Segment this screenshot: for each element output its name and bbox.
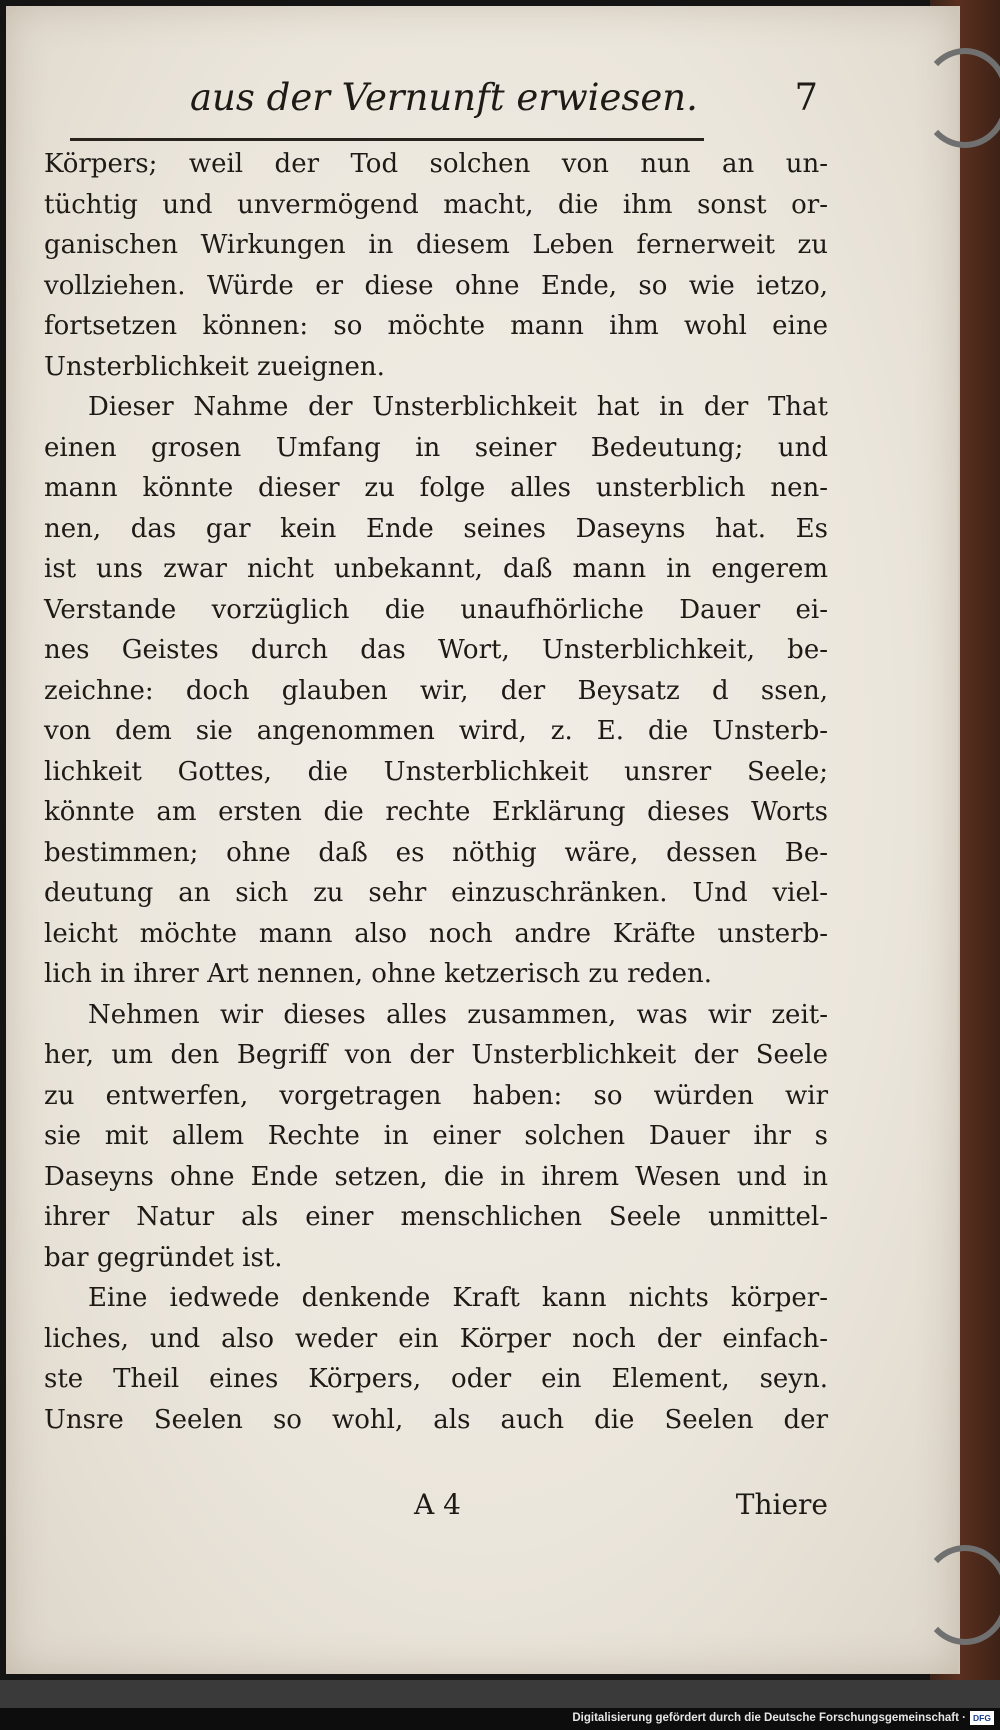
- text-line: Dieser Nahme der Unsterblichkeit hat in der That: [88, 392, 828, 422]
- text-line: fortsetzen können: so möchte mann ihm wohl eine: [44, 311, 828, 341]
- page-footer: [44, 1488, 828, 1528]
- text-line: bestimmen; ohne daß es nöthig wäre, dessen Be-: [44, 837, 828, 868]
- text-line: ihrer Natur als einer menschlichen Seele unmittel-: [44, 1202, 828, 1232]
- text-line: Daseyns ohne Ende setzen, die in ihrem Wesen und in: [44, 1161, 828, 1192]
- text-line: lich in ihrer Art nennen, ohne ketzerisch zu reden.: [44, 959, 712, 989]
- text-line: von dem sie angenommen wird, z. E. die Unsterb-: [44, 716, 828, 746]
- text-line: mann könnte dieser zu folge alles unsterblich nen-: [44, 473, 828, 503]
- scan-bottom-border: [0, 1680, 1000, 1708]
- text-line: Verstande vorzüglich die unaufhörliche Dauer ei-: [44, 594, 828, 625]
- text-line: ganischen Wirkungen in diesem Leben fernerweit zu: [44, 230, 828, 260]
- funding-credit: Digitalisierung gefördert durch die Deutsche Forschungsgemeinschaft ·: [572, 1712, 966, 1724]
- text-line: Körpers; weil der Tod solchen von nun an un-: [44, 149, 828, 179]
- text-line: nes Geistes durch das Wort, Unsterblichkeit, be-: [44, 635, 828, 665]
- text-line: deutung an sich zu sehr einzuschränken. Und viel-: [44, 878, 828, 908]
- running-head: aus der Vernunft erwiesen.: [190, 76, 698, 119]
- page-header: [62, 76, 818, 132]
- text-line: Unsre Seelen so wohl, als auch die Seelen der: [44, 1404, 828, 1435]
- text-line: tüchtig und unvermögend macht, die ihm sonst or-: [44, 189, 828, 220]
- text-line: einen grosen Umfang in seiner Bedeutung; und: [44, 432, 828, 463]
- text-line: lichkeit Gottes, die Unsterblichkeit unsrer Seele;: [44, 756, 828, 787]
- text-line: Unsterblichkeit zueignen.: [44, 351, 385, 382]
- page-number: 7: [794, 76, 818, 119]
- text-line: nen, das gar kein Ende seines Daseyns hat. Es: [44, 513, 828, 544]
- catchword: Thiere: [735, 1488, 828, 1521]
- text-line: Eine iedwede denkende Kraft kann nichts körper-: [88, 1283, 828, 1313]
- binding-ring-bottom: [920, 1545, 1000, 1645]
- text-line: ste Theil eines Körpers, oder ein Element, seyn.: [44, 1364, 828, 1394]
- text-line: vollziehen. Würde er diese ohne Ende, so wie ietzo,: [44, 270, 828, 301]
- header-rule: [70, 138, 704, 141]
- binding-ring-top: [920, 48, 1000, 148]
- text-line: liches, und also weder ein Körper noch der einfach-: [44, 1323, 828, 1354]
- signature-mark: A 4: [414, 1488, 461, 1521]
- text-line: bar gegründet ist.: [44, 1242, 283, 1273]
- text-line: her, um den Begriff von der Unsterblichkeit der Seele: [44, 1040, 828, 1070]
- text-line: Nehmen wir dieses alles zusammen, was wir zeit-: [88, 999, 828, 1030]
- text-line: könnte am ersten die rechte Erklärung dieses Worts: [44, 797, 828, 827]
- text-line: zeichne: doch glauben wir, der Beysatz d ssen,: [44, 675, 828, 706]
- text-line: sie mit allem Rechte in einer solchen Dauer ihr s: [44, 1121, 828, 1151]
- body-text: [44, 144, 828, 1440]
- text-line: zu entwerfen, vorgetragen haben: so würden wir: [44, 1080, 828, 1111]
- text-line: ist uns zwar nicht unbekannt, daß mann in engerem: [44, 554, 828, 584]
- dfg-logo-icon: DFG: [970, 1711, 994, 1725]
- text-line: leicht möchte mann also noch andre Kräfte unsterb-: [44, 918, 828, 949]
